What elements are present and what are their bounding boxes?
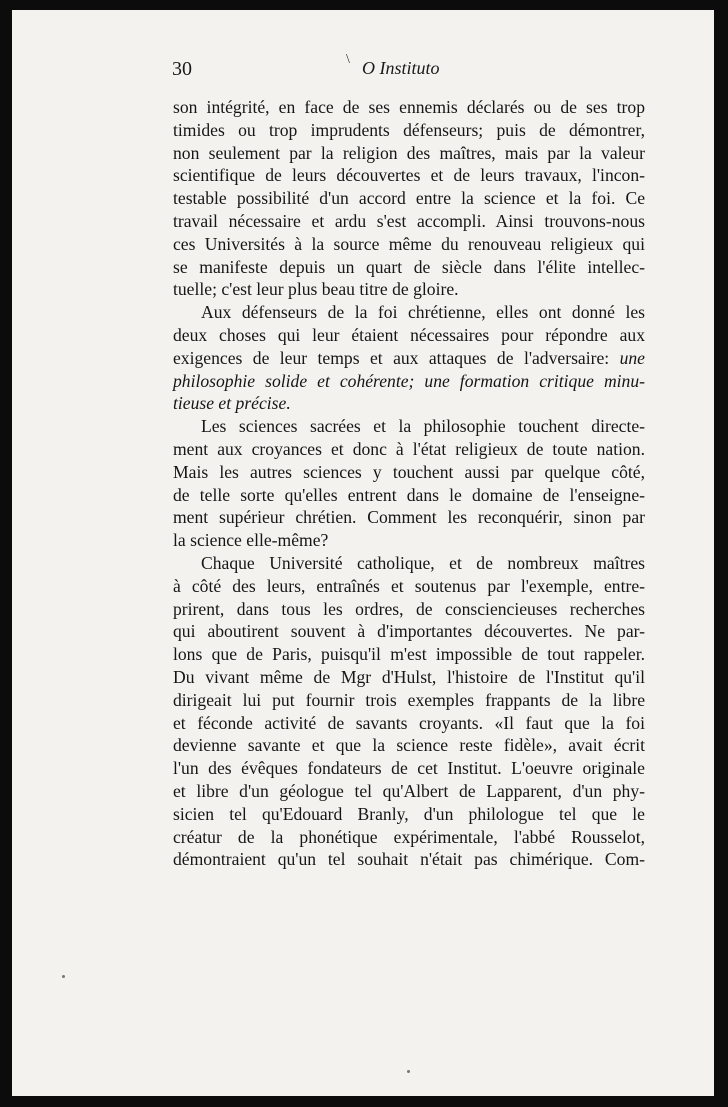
text-line: travail nécessaire et ardu s'est accompli. Ainsi trouvons-nous xyxy=(173,210,645,231)
text-segment: exigences de leur temps et aux attaques de l'adversaire: xyxy=(173,347,610,368)
running-header xyxy=(172,52,512,84)
text-line: deux choses qui leur étaient nécessaires pour répondre aux xyxy=(173,324,645,345)
text-line: à côté des leurs, entraînés et soutenus par l'exemple, entre- xyxy=(173,575,645,596)
text-line: Les sciences sacrées et la philosophie touchent directe- xyxy=(201,416,645,437)
paragraph xyxy=(173,552,645,871)
text-line: Chaque Université catholique, et de nombreux maîtres xyxy=(201,552,645,573)
italic-text: tieuse et précise. xyxy=(173,393,291,414)
page-number: 30 xyxy=(172,58,192,80)
text-line: son intégrité, en face de ses ennemis déclarés ou de ses trop xyxy=(173,97,645,117)
text-line: de telle sorte qu'elles entrent dans le domaine de l'enseigne- xyxy=(173,484,645,505)
text-line: sicien tel qu'Edouard Branly, d'un philologue tel que le xyxy=(173,803,645,824)
text-line: ment aux croyances et donc à l'état religieux de toute nation. xyxy=(173,438,645,459)
italic-text: philosophie solide et cohérente; une formation critique minu- xyxy=(173,370,645,391)
text-line: ces Universités à la source même du renouveau religieux qui xyxy=(173,233,645,254)
paper-speck xyxy=(62,975,65,978)
text-line: et féconde activité de savants croyants. «Il faut que la foi xyxy=(173,712,645,733)
text-line: scientifique de leurs découvertes et de leurs travaux, l'incon- xyxy=(173,165,645,186)
text-line: l'un des évêques fondateurs de cet Institut. L'oeuvre originale xyxy=(173,758,645,779)
text-line: tuelle; c'est leur plus beau titre de gloire. xyxy=(173,279,459,300)
text-line: Aux défenseurs de la foi chrétienne, elles ont donné les xyxy=(201,302,645,323)
text-line xyxy=(173,370,645,393)
italic-text: une xyxy=(619,347,645,368)
text-line: Du vivant même de Mgr d'Hulst, l'histoire de l'Institut qu'il xyxy=(173,666,645,687)
text-line: démontraient qu'un tel souhait n'était pas chimérique. Com- xyxy=(173,849,645,870)
text-line: qui aboutirent souvent à d'importantes découvertes. Ne par- xyxy=(173,621,645,642)
book-page xyxy=(12,10,714,1096)
text-line: ment supérieur chrétien. Comment les reconquérir, sinon par xyxy=(173,507,645,528)
running-title: O Instituto xyxy=(362,58,440,78)
header-mark: \ xyxy=(346,52,350,67)
text-line: devienne savante et que la science reste fidèle», avait écrit xyxy=(173,735,645,756)
paper-speck xyxy=(407,1070,410,1073)
text-line: créatur de la phonétique expérimentale, l'abbé Rousselot, xyxy=(173,826,645,847)
text-line xyxy=(173,392,645,415)
text-line: prirent, dans tous les ordres, de consciencieuses recherches xyxy=(173,598,645,619)
text-line: dirigeait lui put fournir trois exemples frappants de la libre xyxy=(173,689,645,710)
text-line: Mais les autres sciences y touchent aussi par quelque côté, xyxy=(173,461,645,482)
paragraph xyxy=(173,301,645,415)
body-text xyxy=(173,96,645,871)
text-line xyxy=(173,347,645,370)
text-line: la science elle-même? xyxy=(173,530,329,551)
paragraph xyxy=(173,415,645,552)
text-line: testable possibilité d'un accord entre la science et la foi. Ce xyxy=(173,188,645,209)
paragraph xyxy=(173,96,645,301)
text-line: se manifeste depuis un quart de siècle dans l'élite intellec- xyxy=(173,256,645,277)
text-line: non seulement par la religion des maîtres, mais par la valeur xyxy=(173,142,645,163)
text-line: timides ou trop imprudents défenseurs; puis de démontrer, xyxy=(173,119,645,140)
text-line: et libre d'un géologue tel qu'Albert de Lapparent, d'un phy- xyxy=(173,780,645,801)
text-line: lons que de Paris, puisqu'il m'est impossible de tout rappeler. xyxy=(173,644,645,665)
